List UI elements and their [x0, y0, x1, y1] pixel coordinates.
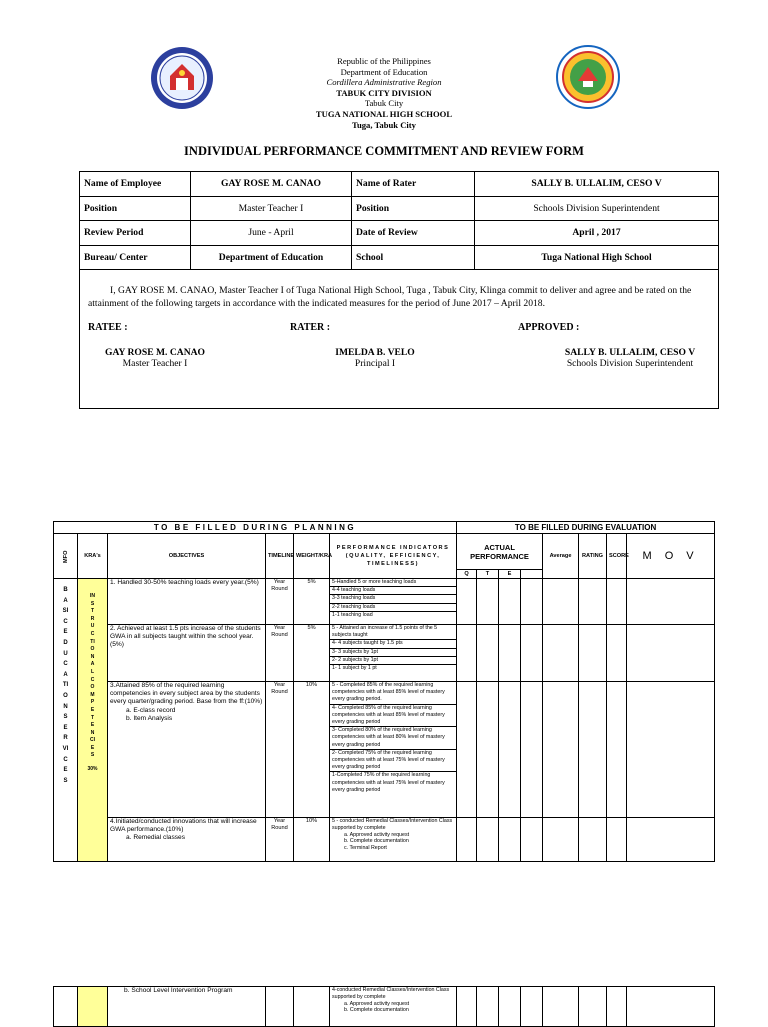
objective-2-text: 2. Achieved at least 1.5 pts increase of the students GWA in all subjects taught within the school year.(5%) [108, 625, 266, 682]
objective-3-sub-b: b. Item Analysis [126, 714, 173, 722]
indicator: b. Complete documentation [344, 1007, 409, 1014]
col-actual-performance: ACTUAL PERFORMANCE [457, 534, 543, 570]
label-school: School [352, 245, 475, 270]
info-row-bureau [80, 245, 719, 270]
eval-cell[interactable] [477, 579, 499, 625]
eval-cell[interactable] [607, 579, 627, 625]
objective-4b-indicators [330, 987, 457, 1027]
letterhead-department: Department of Education [340, 66, 428, 77]
label-date-of-review: Date of Review [352, 221, 475, 246]
form-title: INDIVIDUAL PERFORMANCE COMMITMENT AND REVIEW FORM [184, 144, 584, 158]
eval-cell[interactable] [521, 625, 543, 682]
label-name-of-employee: Name of Employee [80, 172, 191, 197]
indicator: 4-4 teaching loads [330, 587, 456, 595]
indicator: 5 - conducted Remedial Classes/Intervention Class supported by complete [332, 818, 453, 831]
table-row [54, 818, 715, 862]
eval-cell[interactable] [457, 987, 477, 1027]
approver-signature [540, 347, 720, 369]
indicator: 3-3 teaching loads [330, 595, 456, 603]
timeline-cell [266, 987, 294, 1027]
eval-cell[interactable] [627, 682, 715, 818]
objective-4-sub-a: a. Remedial classes [126, 834, 186, 842]
kra-text: INSTRUCTIONAL COMPETENCIES [90, 593, 95, 759]
eval-cell[interactable] [499, 579, 521, 625]
objective-1-indicators [330, 579, 457, 625]
value-bureau: Department of Education [191, 245, 352, 270]
info-row-period [80, 221, 719, 246]
eval-cell[interactable] [543, 682, 579, 818]
commitment-statement: I, GAY ROSE M. CANAO, Master Teacher I of Tuga National High School, Tuga , Tabuk City, Klinga commit to deliver and agree and be rated on the attainment of the following targets in accordance with the indicated measures for the period of June 2017 – April 2018. [88, 285, 692, 309]
eval-cell[interactable] [543, 625, 579, 682]
commitment-box [79, 267, 719, 409]
eval-cell[interactable] [457, 625, 477, 682]
indicator: 5-Handled 5 or more teaching loads [330, 579, 456, 587]
approved-label: APPROVED : [518, 322, 580, 333]
eval-cell[interactable] [457, 682, 477, 818]
objective-2-indicators [330, 625, 457, 682]
indicator: c. Terminal Report [344, 845, 387, 852]
indicator: 1-Completed 75% of the required learning competencies with at least 75% level of mastery every grading period [332, 772, 445, 793]
info-row-position [80, 196, 719, 221]
rater-name: IMELDA B. VELO [335, 347, 415, 358]
value-rater-position: Schools Division Superintendent [475, 196, 719, 221]
rater-label: RATER : [290, 322, 331, 333]
mfo-cell [54, 987, 78, 1027]
objective-3-timeline: Year Round [266, 682, 294, 818]
eval-cell[interactable] [499, 682, 521, 818]
indicator: 4- 4 subjects taught by 1.5 pts [330, 640, 456, 648]
letterhead-region: Cordillera Administrative Region [326, 77, 442, 88]
ratee-signature [80, 347, 230, 369]
col-q: Q [457, 570, 477, 579]
objective-3-sub-a: a. E-class record [126, 706, 176, 714]
value-school: Tuga National High School [475, 245, 719, 270]
objective-1-text: 1. Handled 30-50% teaching loads every year.(5%) [108, 579, 266, 625]
letterhead-school: TUGA NATIONAL HIGH SCHOOL [315, 108, 453, 119]
col-t: T [477, 570, 499, 579]
objective-3-text: 3.Attained 85% of the required learning competencies in every subject area by the students every quarter/grading period. Base from the ff:(10%) [110, 682, 263, 706]
indicator: 2-2 teaching loads [330, 604, 456, 612]
col-rating: RATING [579, 534, 607, 579]
rater-position: Principal I [354, 358, 396, 369]
eval-cell[interactable] [477, 987, 499, 1027]
col-indicators: PERFORMANCE INDICATORS (QUALITY, EFFICIENCY, TIMELINESS) [330, 534, 457, 579]
value-review-period: June - April [191, 221, 352, 246]
letterhead-school-address: Tuga, Tabuk City [352, 119, 416, 130]
approver-position: Schools Division Superintendent [566, 358, 694, 369]
label-rater-position: Position [352, 196, 475, 221]
kra-cell [78, 579, 108, 862]
value-employee-name: GAY ROSE M. CANAO [191, 172, 352, 197]
eval-cell[interactable] [627, 625, 715, 682]
eval-cell[interactable] [607, 987, 627, 1027]
col-mfo: MFO [54, 534, 78, 579]
letterhead [0, 56, 768, 130]
eval-cell[interactable] [579, 987, 607, 1027]
kra-percent: 30% [87, 766, 98, 773]
objective-1-timeline: Year Round [266, 579, 294, 625]
letterhead-city: Tabuk City [364, 98, 404, 109]
indicator: a. Approved activity request [344, 831, 410, 838]
indicator: 4- Completed 85% of the required learning competencies with at least 85% level of mastery every grading period [330, 705, 456, 728]
eval-cell[interactable] [579, 579, 607, 625]
planning-header: TO BE FILLED DURING PLANNING [54, 522, 457, 534]
indicator: 3- Completed 80% of the required learning competencies with at least 80% level of mastery every grading period [330, 727, 456, 750]
indicator: 4-conducted Remedial Classes/Intervention Class supported by complete [332, 987, 450, 1000]
eval-cell[interactable] [499, 987, 521, 1027]
eval-cell[interactable] [477, 625, 499, 682]
col-weight: WEIGHT/KRA [294, 534, 330, 579]
table-section-headers [54, 522, 715, 534]
employee-info-table [79, 171, 719, 270]
eval-cell[interactable] [607, 818, 627, 862]
eval-cell[interactable] [521, 579, 543, 625]
objective-4-sub-b: b. School Level Intervention Program [108, 987, 266, 1027]
indicator: a. Approved activity request [344, 1000, 410, 1007]
indicator: 3- 3 subjects by 1pt [330, 649, 456, 657]
col-e: E [499, 570, 521, 579]
eval-cell[interactable] [543, 987, 579, 1027]
objective-3-weight: 10% [294, 682, 330, 818]
eval-cell[interactable] [521, 818, 543, 862]
mfo-cell [54, 579, 78, 862]
col-objectives: OBJECTIVES [108, 534, 266, 579]
label-review-period: Review Period [80, 221, 191, 246]
eval-cell[interactable] [627, 818, 715, 862]
value-rater-name: SALLY B. ULLALIM, CESO V [475, 172, 719, 197]
table-row [54, 625, 715, 682]
eval-cell[interactable] [499, 818, 521, 862]
table-row [54, 682, 715, 818]
indicator: 1- 1 subject by 1 pt [332, 665, 377, 672]
objective-2-timeline: Year Round [266, 625, 294, 682]
table-row [54, 987, 715, 1027]
table-row [54, 579, 715, 625]
eval-cell[interactable] [543, 818, 579, 862]
kra-cell [78, 987, 108, 1027]
eval-cell[interactable] [579, 818, 607, 862]
col-average: Average [543, 534, 579, 579]
objective-4-timeline: Year Round [266, 818, 294, 862]
weight-cell [294, 987, 330, 1027]
eval-cell[interactable] [521, 682, 543, 818]
col-mov: M O V [627, 534, 715, 579]
objective-3-indicators [330, 682, 457, 818]
value-date-of-review: April , 2017 [475, 221, 719, 246]
indicator: 5 - Attained an increase of 1.5 points of the 5 subjects taught [330, 625, 456, 640]
indicator: b. Complete documentation [344, 838, 409, 845]
eval-cell[interactable] [457, 579, 477, 625]
col-timeline: TIMELINE [266, 534, 294, 579]
indicator: 2- 2 subjects by 1pt [330, 657, 456, 665]
objective-4-cell [108, 818, 266, 862]
eval-cell[interactable] [627, 987, 715, 1027]
eval-cell[interactable] [521, 987, 543, 1027]
indicator: 2- Completed 75% of the required learning competencies with at least 75% level of mastery every grading period [330, 750, 456, 773]
ratee-name: GAY ROSE M. CANAO [104, 347, 206, 358]
eval-cell[interactable] [579, 625, 607, 682]
evaluation-header: TO BE FILLED DURING EVALUATION [457, 522, 715, 534]
objective-2-weight: 5% [294, 625, 330, 682]
indicator: 5 - Completed 85% of the required learning competencies with at least 85% level of mastery every grading period. [330, 682, 456, 705]
ratee-label: RATEE : [88, 322, 128, 333]
table-column-headers [54, 534, 715, 570]
objective-4-indicators [330, 818, 457, 862]
eval-cell[interactable] [579, 682, 607, 818]
indicator: 1-1 teaching load [332, 611, 373, 618]
label-bureau: Bureau/ Center [80, 245, 191, 270]
value-position: Master Teacher I [191, 196, 352, 221]
objective-1-weight: 5% [294, 579, 330, 625]
approver-name: SALLY B. ULLALIM, CESO V [564, 347, 696, 358]
rater-signature [305, 347, 445, 369]
planning-table-continued [53, 986, 715, 1027]
info-row-employee [80, 172, 719, 197]
eval-cell[interactable] [477, 818, 499, 862]
eval-cell[interactable] [607, 625, 627, 682]
label-position: Position [80, 196, 191, 221]
letterhead-country: Republic of the Philippines [337, 56, 431, 66]
col-blank [521, 570, 543, 579]
eval-cell[interactable] [627, 579, 715, 625]
eval-cell[interactable] [457, 818, 477, 862]
eval-cell[interactable] [477, 682, 499, 818]
eval-cell[interactable] [499, 625, 521, 682]
label-name-of-rater: Name of Rater [352, 172, 475, 197]
col-kras: KRA's [78, 534, 108, 579]
eval-cell[interactable] [543, 579, 579, 625]
planning-table [53, 521, 715, 862]
mfo-text: BASIC EDUCATION SERVICES [62, 587, 69, 784]
objective-4-text: 4.Initiated/conducted innovations that will increase GWA performance.(10%) [110, 818, 257, 834]
eval-cell[interactable] [607, 682, 627, 818]
objective-4-weight: 10% [294, 818, 330, 862]
col-score: SCORE [607, 534, 627, 579]
objective-3-cell [108, 682, 266, 818]
ratee-position: Master Teacher I [122, 358, 188, 369]
letterhead-division: TABUK CITY DIVISION [336, 87, 432, 98]
